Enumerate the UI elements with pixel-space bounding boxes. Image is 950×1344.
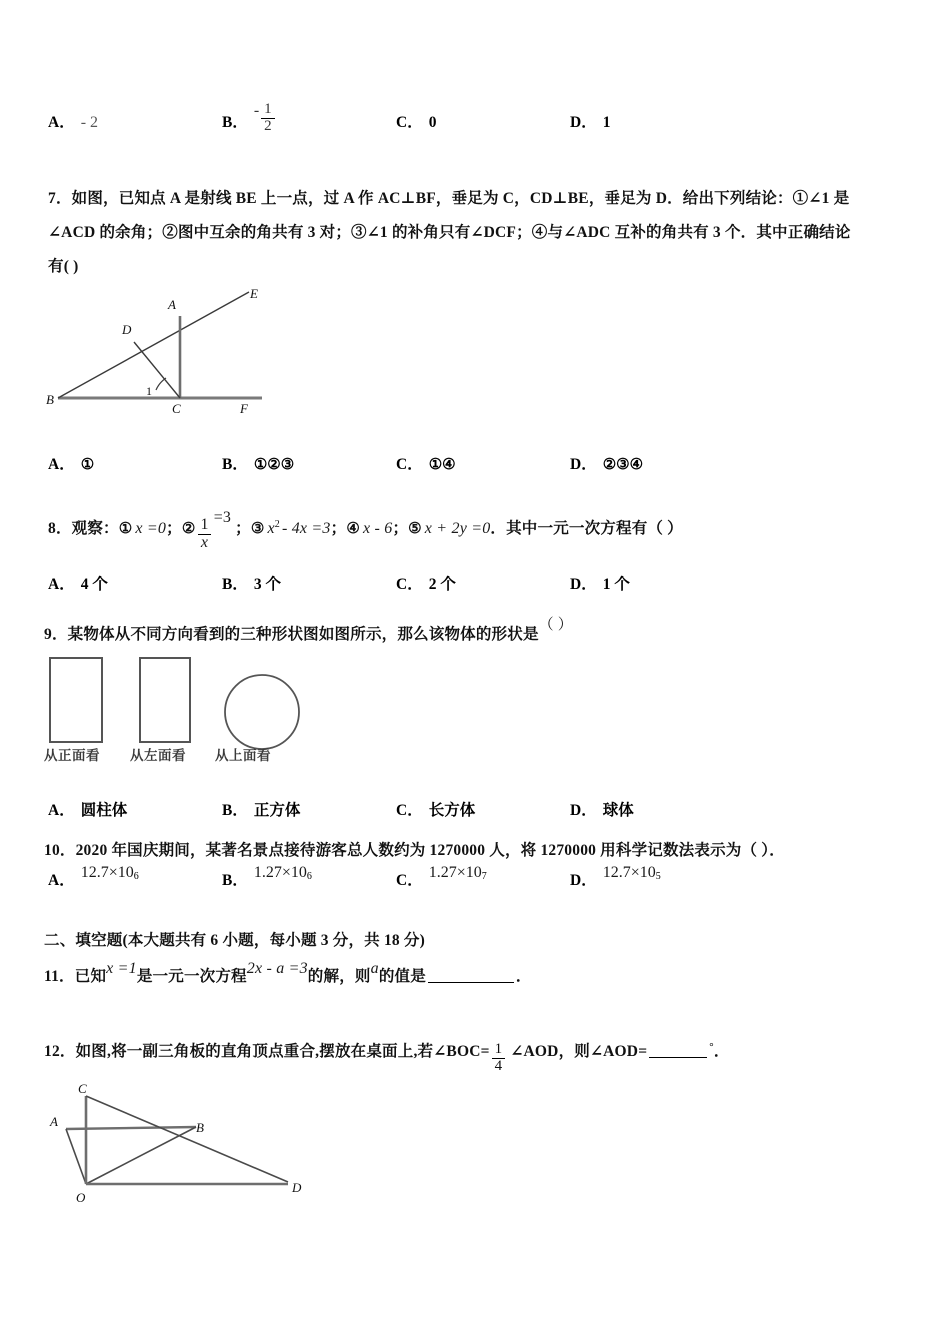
- q7-option-b-label: B．: [222, 456, 248, 473]
- q11-part-3: 的解，则: [307, 968, 371, 985]
- q8-sep-2: ；: [235, 520, 251, 538]
- q11-answer-blank[interactable]: [428, 982, 514, 983]
- q8-option-c[interactable]: [396, 572, 570, 594]
- q6-option-b-denominator: 2: [261, 118, 275, 135]
- q8-option-b[interactable]: [222, 572, 396, 594]
- svg-text:1: 1: [146, 384, 152, 398]
- q6-option-a[interactable]: [48, 110, 222, 149]
- q8-item5: x + 2y =0: [424, 520, 491, 538]
- q8-item3-mark: ③: [250, 521, 265, 538]
- q9-option-c-label: C．: [396, 802, 423, 819]
- q8-item4: x - 6: [363, 520, 393, 538]
- svg-text:A: A: [50, 1114, 58, 1129]
- q8-item3-base: x: [267, 520, 275, 538]
- q11-equation-2: 2x - a =3: [246, 960, 308, 977]
- q8-item3-exponent: 2: [274, 519, 280, 530]
- q7-figure: [44, 282, 284, 414]
- q10-option-a-label: A．: [48, 872, 75, 889]
- q10-option-a[interactable]: [48, 864, 222, 890]
- q10-option-b-mantissa: 1.27: [253, 864, 282, 881]
- q9-option-c[interactable]: [396, 798, 570, 820]
- q9-answer-paren: （ ）: [538, 617, 574, 633]
- q10-option-d[interactable]: [570, 864, 661, 890]
- q12-fraction-denominator: 4: [492, 1058, 506, 1075]
- q12-part-2: ∠AOD，则∠AOD=: [510, 1043, 648, 1061]
- q8-item5-mark: ⑤: [408, 521, 422, 538]
- q7-option-c-label: C．: [396, 456, 423, 473]
- q9-option-a-label: A．: [48, 802, 75, 819]
- section-2-heading: 二、填空题(本大题共有 6 小题，每小题 3 分，共 18 分): [44, 932, 425, 949]
- q6-option-c[interactable]: [396, 110, 570, 149]
- q11-part-1: 11．已知: [44, 968, 107, 985]
- q9-view-label-top: 从上面看: [215, 748, 271, 763]
- svg-text:C: C: [78, 1082, 87, 1096]
- q8-sep-3: ；: [330, 520, 347, 538]
- q10-option-b[interactable]: [222, 864, 396, 890]
- q10-option-a-mantissa: 12.7: [80, 864, 109, 881]
- q8-option-d-value: 1 个: [602, 576, 630, 593]
- q10-option-c-times: ×10: [456, 864, 482, 881]
- q9-stem: 9．某物体从不同方向看到的三种形状图如图所示，那么该物体的形状是: [44, 626, 539, 643]
- q10-option-c[interactable]: [396, 864, 570, 890]
- q10-option-d-mantissa: 12.7: [602, 864, 631, 881]
- q6-option-b-fraction: [261, 102, 275, 135]
- q9-option-a-value: 圆柱体: [80, 802, 128, 819]
- q9-view-label-left: 从左面看: [130, 748, 186, 763]
- q8-suffix: ．其中一元一次方程有（ ）: [490, 520, 683, 538]
- q6-option-c-label: C．: [396, 114, 423, 131]
- q7-option-a[interactable]: [48, 452, 222, 474]
- svg-text:C: C: [172, 401, 181, 414]
- q6-option-b-sign: -: [253, 102, 260, 119]
- q8-option-a[interactable]: [48, 572, 222, 594]
- q10-option-c-mantissa: 1.27: [428, 864, 457, 881]
- q8-item2-fraction: [197, 517, 211, 552]
- q6-option-b[interactable]: [222, 101, 396, 149]
- q10-option-c-exponent: 7: [481, 871, 487, 882]
- q8-sep-1: ；: [166, 520, 182, 538]
- q7-line-1: 7．如图，已知点 A 是射线 BE 上一点，过 A 作 AC⊥BF，垂足为 C，CD⊥BE，垂足为 D．给出下列结论：①∠1 是: [48, 190, 850, 207]
- q7-option-a-label: A．: [48, 456, 75, 473]
- q9-view-label-front: 从正面看: [44, 748, 100, 763]
- q12-fraction-numerator: 1: [494, 1041, 503, 1058]
- q8-item4-mark: ④: [346, 521, 360, 538]
- q8-item1: x =0: [135, 520, 167, 538]
- q6-option-d[interactable]: [570, 110, 610, 149]
- q9-option-b[interactable]: [222, 798, 396, 820]
- q8-sep-4: ；: [392, 520, 409, 538]
- q8-option-b-label: B．: [222, 576, 248, 593]
- q9-option-a[interactable]: [48, 798, 222, 820]
- q6-option-b-numerator: 1: [264, 101, 272, 117]
- q8-item2-mark: ②: [181, 521, 196, 538]
- q9-options-row: [48, 798, 916, 820]
- q12-degree-symbol: °: [709, 1041, 714, 1053]
- svg-text:E: E: [250, 286, 258, 301]
- q9-option-b-value: 正方体: [253, 802, 301, 819]
- q12-part-1: 12．如图,将一副三角板的直角顶点重合,摆放在桌面上,若∠BOC=: [44, 1043, 490, 1061]
- q7-option-a-value: ①: [80, 457, 95, 473]
- question-12-text: [44, 1030, 944, 1083]
- q6-option-d-value: 1: [602, 114, 611, 131]
- q8-option-a-value: 4 个: [80, 576, 108, 593]
- q6-option-a-label: A．: [48, 114, 75, 131]
- q10-options-row: [48, 864, 916, 890]
- q11-part-5: ．: [515, 968, 532, 985]
- q8-option-a-label: A．: [48, 576, 75, 593]
- q7-line-3: 有( ): [48, 258, 79, 275]
- q8-option-d[interactable]: [570, 572, 630, 594]
- svg-text:D: D: [122, 322, 132, 337]
- q10-option-d-exponent: 5: [655, 871, 661, 882]
- q9-option-d[interactable]: [570, 798, 634, 820]
- q12-fraction: [492, 1042, 506, 1075]
- svg-text:B: B: [196, 1120, 204, 1135]
- svg-text:F: F: [240, 401, 248, 414]
- q10-option-d-times: ×10: [630, 864, 656, 881]
- q7-option-d-label: D．: [570, 456, 597, 473]
- svg-text:O: O: [76, 1190, 86, 1205]
- q11-variable: a: [370, 960, 379, 977]
- q9-option-d-value: 球体: [602, 802, 634, 819]
- q10-option-d-label: D．: [570, 872, 597, 889]
- question-7-text: [48, 182, 916, 284]
- q11-part-4: 的值是: [378, 968, 426, 985]
- question-10-text: 10．2020 年国庆期间，某著名景点接待游客总人数约为 1270000 人，将 1270000 用科学记数法表示为（ ）．: [44, 842, 785, 859]
- q6-option-b-label: B．: [222, 114, 248, 131]
- question-9-text: [44, 618, 924, 652]
- q6-option-a-value: - 2: [80, 114, 99, 131]
- q8-option-b-value: 3 个: [253, 576, 281, 593]
- q11-equation-1: x =1: [106, 960, 137, 977]
- q7-options-row: [48, 452, 916, 474]
- q8-option-c-label: C．: [396, 576, 423, 593]
- svg-text:B: B: [46, 392, 54, 407]
- q7-option-c-value: ①④: [428, 457, 456, 473]
- q8-item1-mark: ①: [118, 521, 133, 538]
- q8-item2-equals: =3: [213, 509, 232, 527]
- svg-text:D: D: [292, 1180, 302, 1195]
- q7-option-b-value: ①②③: [253, 457, 295, 473]
- q8-option-c-value: 2 个: [428, 576, 456, 593]
- q8-item2-denominator: x: [198, 534, 211, 552]
- q8-options-row: [48, 572, 916, 594]
- q6-option-d-label: D．: [570, 114, 597, 131]
- svg-text:A: A: [168, 297, 176, 312]
- q12-figure: [44, 1082, 344, 1207]
- q9-option-b-label: B．: [222, 802, 248, 819]
- q9-option-d-label: D．: [570, 802, 597, 819]
- q12-part-3: ．: [713, 1043, 730, 1061]
- q7-option-d[interactable]: [570, 452, 643, 474]
- q10-option-b-exponent: 6: [306, 871, 312, 882]
- q11-part-2: 是一元一次方程: [136, 968, 247, 985]
- q7-option-c[interactable]: [396, 452, 570, 474]
- q7-option-d-value: ②③④: [602, 457, 644, 473]
- q10-option-a-exponent: 6: [133, 871, 139, 882]
- q7-line-2: ∠ACD 的余角；②图中互余的角共有 3 对；③∠1 的补角只有∠DCF；④与∠ADC 互补的角共有 3 个．其中正确结论: [48, 224, 851, 241]
- q7-option-b[interactable]: [222, 452, 396, 474]
- q6-option-c-value: 0: [428, 114, 437, 131]
- q6-options-row: [48, 101, 916, 149]
- q10-option-b-times: ×10: [281, 864, 307, 881]
- question-11-text: [44, 960, 934, 994]
- q10-option-b-label: B．: [222, 872, 248, 889]
- q8-item3-rest: - 4x =3: [282, 520, 331, 538]
- q12-answer-blank[interactable]: [649, 1057, 707, 1058]
- q10-option-a-times: ×10: [108, 864, 134, 881]
- q8-prefix: 8．观察：: [48, 520, 119, 538]
- question-8-text: [48, 509, 928, 561]
- q10-option-c-label: C．: [396, 872, 423, 889]
- q9-option-c-value: 长方体: [428, 802, 476, 819]
- q8-option-d-label: D．: [570, 576, 597, 593]
- q8-item2-numerator: 1: [200, 516, 209, 534]
